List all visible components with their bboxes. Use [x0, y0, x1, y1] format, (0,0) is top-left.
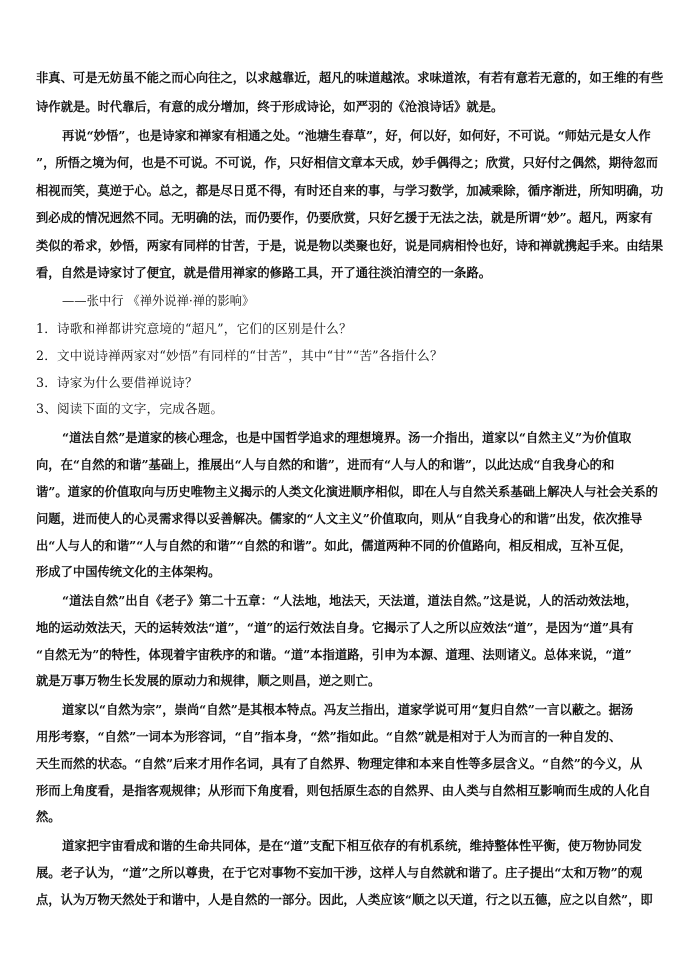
passage-attribution: ——张中行 《禅外说禅·禅的影响》 — [62, 294, 255, 308]
passage2-line: “道法自然”出自《老子》第二十五章：“人法地，地法天，天法道，道法自然。”这是说，人的活动效法地， — [62, 593, 638, 608]
passage1-line: 诗作就是。时代靠后，有意的成分增加，终于形成诗论，如严羽的《沧浪诗话》就是。 — [36, 99, 504, 114]
passage2-line: 道家以“自然为宗”，崇尚“自然”是其根本特点。冯友兰指出，道家学说可用“复归自然”一言以蔽之。据汤 — [62, 702, 634, 717]
passage2-line: 道家把宇宙看成和谐的生命共同体，是在“道”支配下相互依存的有机系统，维持整体性平衡，使万物协同发 — [62, 838, 642, 853]
question-item: 2．文中说诗禅两家对“妙悟”有同样的“甘苦”，其中“甘”“苦”各指什么？ — [36, 348, 443, 363]
passage1-line: 非真、可是无妨虽不能之而心向往之，以求越靠近，超凡的味道越浓。求味道浓，有若有意若无意的，如王维的有些 — [36, 70, 664, 85]
passage1-line: 再说“妙悟”，也是诗家和禅家有相通之处。“池塘生春草”，好，何以好，如何好，不可说。“师姑元是女人作 — [62, 128, 651, 143]
passage2-line: 形成了中国传统文化的主体架构。 — [36, 564, 221, 579]
passage2-line: 展。老子认为，“道”之所以尊贵，在于它对事物不妄加干涉，这样人与自然就和谐了。庄子提出“太和万物”的观 — [36, 865, 643, 880]
passage1-line: 到必成的情况迥然不同。无明确的法，而仍要作，仍要欣赏，只好乞援于无法之法，就是所谓“妙”。超凡，两家有 — [36, 210, 653, 225]
passage2-line: 出“人与人的和谐”“人与自然的和谐”“自然的和谐”。如此，儒道两种不同的价值路向，相反相成，互补互促， — [36, 538, 632, 553]
passage2-line: 问题，进而使人的心灵需求得以妥善解决。儒家的“人文主义”价值取向，则从“自我身心的和谐”出发，依次推导 — [36, 511, 643, 526]
passage2-line: 向，在“自然的和谐”基础上，推展出“人与自然的和谐”，进而有“人与人的和谐”，以此达成“自我身心的和 — [36, 457, 615, 472]
passage2-line: 形而上角度看，是指客观规律；从形而下角度看，则包括原生态的自然界、由人类与自然相互影响而生成的人化自 — [36, 783, 651, 798]
question-item: 1．诗歌和禅都讲究意境的“超凡”，它们的区别是什么？ — [36, 321, 352, 336]
passage1-line: 相视而笑，莫逆于心。总之，都是尽日觅不得，有时还自来的事，与学习数学，加减乘除，循序渐进，所知明确，功 — [36, 183, 664, 198]
passage2-line: “道法自然”是道家的核心理念，也是中国哲学追求的理想境界。汤一介指出，道家以“自然主义”为价值取 — [62, 430, 632, 445]
question-item: 3．诗家为什么要借禅说诗？ — [36, 375, 198, 390]
passage2-line: 谐”。道家的价值取向与历史唯物主义揭示的人类文化演进顺序相似，即在人与自然关系基础上解决人与社会关系的 — [36, 484, 658, 499]
passage1-line: ”，所悟之境为何，也是不可说。不可说，作，只好相信文章本天成，妙手偶得之；欣赏，只好付之偶然，期待忽而 — [36, 155, 658, 170]
passage1-line: 看，自然是诗家讨了便宜，就是借用禅家的修路工具，开了通往淡泊清空的一条路。 — [36, 265, 491, 280]
passage2-line: 点，认为万物天然处于和谐中，人是自然的一部分。因此，人类应该“顺之以天道，行之以五德，应之以自然”，即 — [36, 892, 653, 907]
section-heading: 3、阅读下面的文字，完成各题。 — [36, 401, 224, 416]
passage2-line: 用彤考察，“自然”一词本为形容词，“自”指本身，“然”指如此。“自然”就是相对于人为而言的一种自发的、 — [36, 729, 622, 744]
passage2-line: 然。 — [36, 809, 61, 824]
passage2-line: “自然无为”的特性，体现着宇宙秩序的和谐。“道”本指道路，引申为本源、道理、法则诸义。总体来说，“道” — [36, 647, 632, 662]
passage1-line: 类似的希求，妙悟，两家有同样的甘苦，于是，说是物以类聚也好，说是同病相怜也好，诗和禅就携起手来。由结果 — [36, 238, 664, 253]
passage2-line: 地的运动效法天，天的运转效法“道”，“道”的运行效法自身。它揭示了人之所以应效法“道”，是因为“道”具有 — [36, 620, 634, 635]
passage2-line: 就是万事万物生长发展的原动力和规律，顺之则昌，逆之则亡。 — [36, 673, 381, 688]
passage2-line: 天生而然的状态。“自然”后来才用作名词，具有了自然界、物理定律和本来自性等多层含义。“自然”的今义，从 — [36, 756, 643, 771]
